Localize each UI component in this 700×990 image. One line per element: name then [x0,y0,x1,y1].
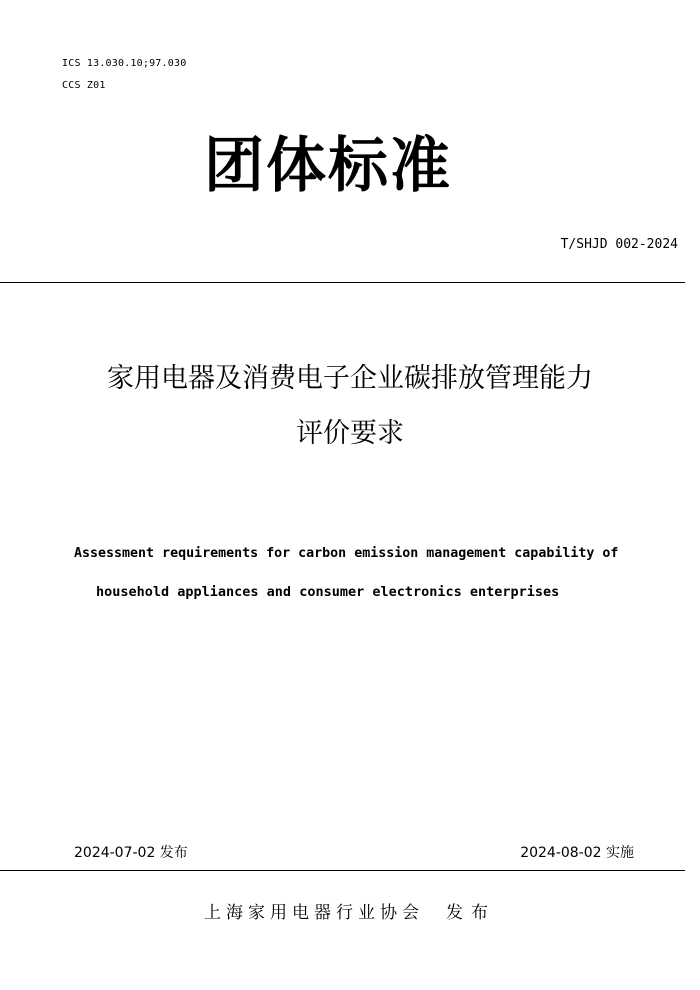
english-title-line-1: Assessment requirements for carbon emission management capability of [74,546,619,561]
publisher-action: 发布 [446,903,496,923]
top-divider [0,282,685,283]
chinese-title-line-2: 评价要求 [296,418,404,449]
chinese-title-line-1: 家用电器及消费电子企业碳排放管理能力 [107,363,593,394]
standard-number: T/SHJD 002-2024 [560,237,678,252]
ics-code: ICS 13.030.10;97.030 [62,58,187,69]
bottom-divider [0,870,685,871]
publisher-line [0,898,700,923]
english-title-line-2: household appliances and consumer electronics enterprises [96,584,560,600]
publisher-name: 上海家用电器行业协会 [204,903,424,923]
release-date: 2024-07-02 发布 [74,845,188,861]
implementation-date: 2024-08-02 实施 [520,845,634,861]
document-type-title: 团体标准 [204,131,452,201]
ccs-code: CCS Z01 [62,80,106,91]
